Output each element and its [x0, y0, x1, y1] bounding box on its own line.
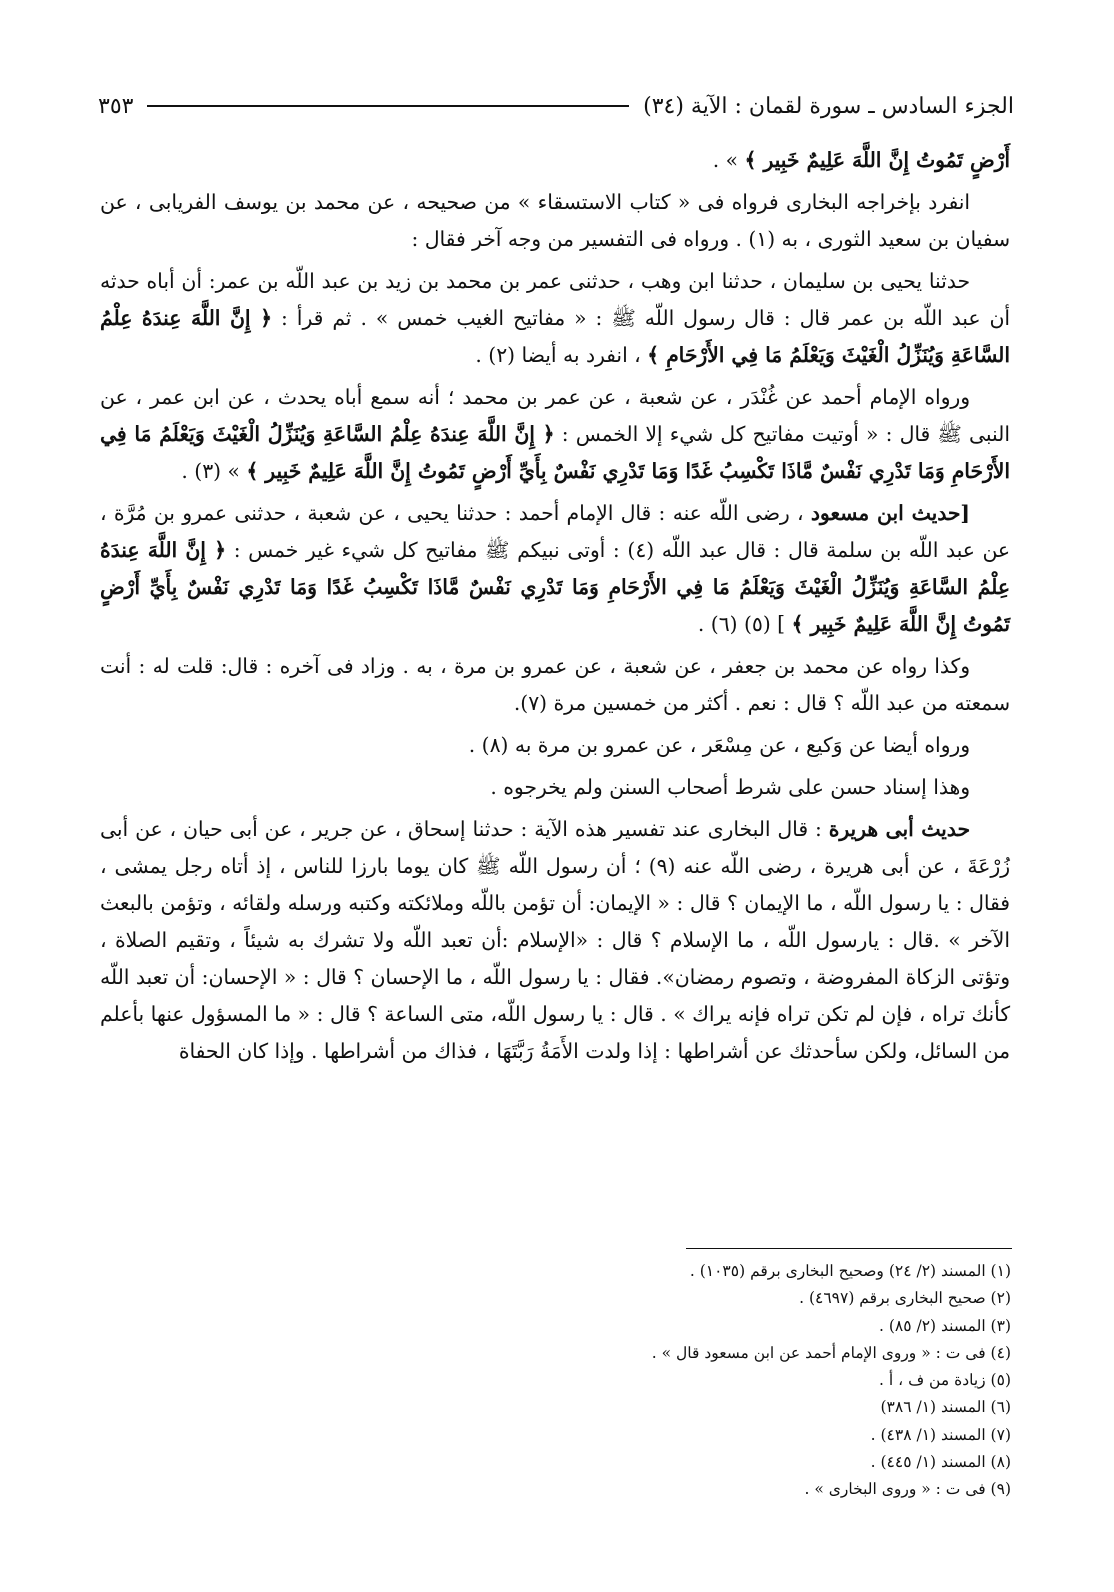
- paragraph: [100, 379, 1010, 490]
- footnote: (٩) فى ت : « وروى البخارى » .: [804, 1480, 1011, 1499]
- text-run: ورواه أيضا عن وَكيع ، عن مِسْعَر ، عن عمرو بن مرة به (٨) .: [468, 733, 970, 757]
- text-run: ] (٥) (٦) .: [697, 612, 792, 636]
- text-run: حدثنا يحيى بن سليمان ، حدثنا ابن وهب ، حدثنى عمر بن محمد بن زيد بن عبد اللّه بن عمر: أن أباه حدثه أن عبد اللّه بن عمر قال : قال رسول اللّه ﷺ : « مفاتيح الغيب خمس » . ثم قرأ :: [100, 269, 1010, 330]
- bold-text: أَرْضٍ تَمُوتُ إِنَّ اللَّهَ عَلِيمٌ خَبِير ﴾: [744, 148, 1010, 172]
- paragraph: [100, 495, 1010, 643]
- page-number: ٣٥٣: [98, 93, 134, 119]
- running-header: [98, 86, 1014, 126]
- text-run: انفرد بإخراجه البخارى فرواه فى « كتاب الاستسقاء » من صحيحه ، عن محمد بن يوسف الفريابى ، عن سفيان بن سعيد الثورى ، به (١) . ورواه فى التفسير من وجه آخر فقال :: [100, 190, 1010, 251]
- bold-text: ﴿ إِنَّ اللَّهَ عِندَهُ عِلْمُ السَّاعَةِ وَيُنَزِّلُ الْغَيْثَ وَيَعْلَمُ مَا فِي الأَرْحَامِ وَمَا تَدْرِي نَفْسٌ مَّاذَا تَكْسِبُ غَدًا وَمَا تَدْرِي نَفْسٌ بِأَيِّ أَرْضٍ تَمُوتُ إِنَّ اللَّهَ عَلِيمٌ خَبِير ﴾: [100, 538, 1010, 636]
- bold-text: ﴿ إِنَّ اللَّهَ عِندَهُ عِلْمُ السَّاعَةِ وَيُنَزِّلُ الْغَيْثَ وَيَعْلَمُ مَا فِي الأَرْحَامِ وَمَا تَدْرِي نَفْسٌ مَّاذَا تَكْسِبُ غَدًا وَمَا تَدْرِي نَفْسٌ بِأَيِّ أَرْضٍ تَمُوتُ إِنَّ اللَّهَ عَلِيمٌ خَبِير ﴾: [100, 422, 1010, 483]
- header-rule: [147, 105, 629, 107]
- text-run: » .: [712, 148, 745, 172]
- text-run: وكذا رواه عن محمد بن جعفر ، عن شعبة ، عن عمرو بن مرة ، به . وزاد فى آخره : قال: قلت له : أنت سمعته من عبد اللّه ؟ قال : نعم . أكثر من خمسين مرة (٧).: [100, 654, 1010, 715]
- footnote: (٥) زيادة من ف ، أ .: [879, 1371, 1011, 1390]
- paragraph: [100, 184, 1010, 258]
- main-text: [100, 142, 1010, 1075]
- paragraph: [100, 263, 1010, 374]
- running-title: الجزء السادس ـ سورة لقمان : الآية (٣٤): [643, 93, 1014, 119]
- footnote-separator: [686, 1248, 1012, 1249]
- bold-text: حديث أبى هريرة: [828, 817, 970, 841]
- bold-text: [حديث ابن مسعود: [810, 501, 970, 525]
- text-run: » (٣) .: [181, 459, 247, 483]
- footnotes: [591, 1258, 1011, 1504]
- footnote: (١) المسند (٢/ ٢٤) وصحيح البخارى برقم (١٠٣٥) .: [689, 1262, 1011, 1280]
- paragraph: [100, 142, 1010, 179]
- paragraph: [100, 769, 1010, 806]
- bold-text: ﴿ إِنَّ اللَّهَ عِندَهُ عِلْمُ السَّاعَةِ وَيُنَزِّلُ الْغَيْثَ وَيَعْلَمُ مَا فِي الأَرْحَامِ ﴾: [100, 306, 1010, 367]
- footnote: (٧) المسند (١/ ٤٣٨) .: [870, 1425, 1011, 1444]
- paragraph: [100, 648, 1010, 722]
- footnote: (٤) فى ت : « وروى الإمام أحمد عن ابن مسعود قال » .: [651, 1343, 1011, 1362]
- footnote: (٣) المسند (٢/ ٨٥) .: [878, 1316, 1011, 1335]
- text-run: وهذا إسناد حسن على شرط أصحاب السنن ولم يخرجوه .: [490, 775, 970, 799]
- footnote: (٢) صحيح البخارى برقم (٤٦٩٧) .: [799, 1289, 1011, 1308]
- text-run: : قال البخارى عند تفسير هذه الآية : حدثنا إسحاق ، عن جرير ، عن أبى حيان ، عن أبى زُرْعَةَ ، عن أبى هريرة ، رضى اللّه عنه (٩) ؛ أن رسول اللّه ﷺ كان يوما بارزا للناس ، إذ أتاه رجل يمشى ، فقال : يا رسول اللّه ، ما الإيمان ؟ قال : « الإيمان: أن تؤمن باللّه وملائكته وكتبه ورسله ولقائه ، وتؤمن بالبعث الآخر » .قال : يارسول اللّه ، ما الإسلام ؟ قال : «الإسلام :أن تعبد اللّه ولا تشرك به شيئاً ، وتقيم الصلاة ، وتؤتى الزكاة المفروضة ، وتصوم رمضان». فقال : يا رسول اللّه ، ما الإحسان ؟ قال : « الإحسان: أن تعبد اللّه كأنك تراه ، فإن لم تكن تراه فإنه يراك » . قال : يا رسول اللّه، متى الساعة ؟ قال : « ما المسؤول عنها بأعلم من السائل، ولكن سأحدثك عن أشراطها : إذا ولدت الأَمَةُ رَبَّتَهَا ، فذاك من أشراطها . وإذا كان الحفاة: [100, 817, 1010, 1063]
- footnote: (٦) المسند (١/ ٣٨٦): [880, 1398, 1011, 1417]
- text-run: ، انفرد به أيضا (٢) .: [475, 343, 648, 367]
- paragraph: [100, 727, 1010, 764]
- paragraph: [100, 811, 1010, 1070]
- text-run: ، رضى اللّه عنه : قال الإمام أحمد : حدثنا يحيى ، عن شعبة ، حدثنى عمرو بن مُرَّة ، عن عبد اللّه بن سلمة قال : قال عبد اللّه (٤) : أوتى نبيكم ﷺ مفاتيح كل شيء غير خمس :: [100, 501, 1011, 562]
- footnote: (٨) المسند (١/ ٤٤٥) .: [870, 1453, 1011, 1472]
- text-run: ورواه الإمام أحمد عن غُنْدَر ، عن شعبة ، عن عمر بن محمد ؛ أنه سمع أباه يحدث ، عن ابن عمر ، عن النبى ﷺ قال : « أوتيت مفاتيح كل شيء إلا الخمس :: [100, 385, 1010, 446]
